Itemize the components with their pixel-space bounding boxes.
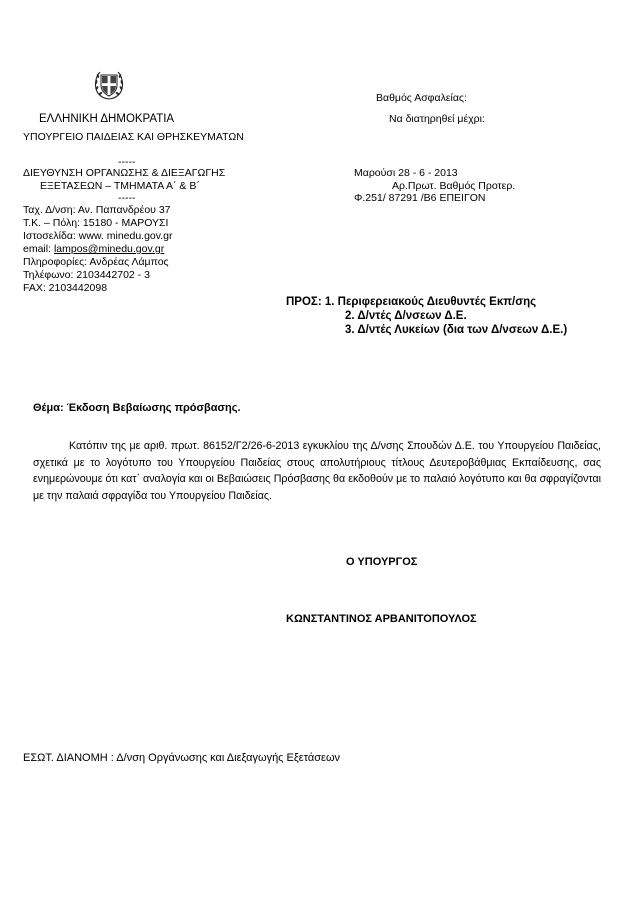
info-contact: Πληροφορίες: Ανδρέας Λάμπος [23, 256, 169, 268]
greek-emblem-icon [92, 68, 126, 102]
security-level: Βαθμός Ασφαλείας: [376, 92, 467, 104]
recipients-label: ΠΡΟΣ [286, 296, 318, 308]
separator-bottom: ----- [118, 192, 136, 204]
recipient-3: 3. Δ/ντές Λυκείων (δια των Δ/νσεων Δ.Ε.) [345, 324, 568, 336]
email-label: email: [23, 243, 54, 255]
keep-until: Να διατηρηθεί μέχρι: [389, 113, 485, 125]
recipient-1: : 1. Περιφερειακούς Διευθυντές Εκπ/σης [317, 296, 537, 308]
directorate-line-1: ΔΙΕΥΘΥΝΣΗ ΟΡΓΑΝΩΣΗΣ & ΔΙΕΞΑΓΩΓΗΣ [23, 167, 226, 179]
internal-distribution: ΕΣΩΤ. ΔΙΑΝΟΜΗ : Δ/νση Οργάνωσης και Διεξαγωγής Εξετάσεων [23, 752, 341, 764]
republic-heading: ΕΛΛΗΝΙΚΗ ΔΗΜΟΚΡΑΤΙΑ [39, 113, 175, 125]
email-line [23, 243, 164, 256]
fax: FAX: 2103442098 [23, 282, 108, 294]
place-date: Μαρούσι 28 - 6 - 2013 [354, 167, 458, 179]
ministry-name: ΥΠΟΥΡΓΕΙΟ ΠΑΙΔΕΙΑΣ ΚΑΙ ΘΡΗΣΚΕΥΜΑΤΩΝ [23, 131, 244, 143]
signature-name: ΚΩΝΣΤΑΝΤΙΝΟΣ ΑΡΒΑΝΙΤΟΠΟΥΛΟΣ [286, 613, 477, 625]
email-link[interactable]: lampos@minedu.gov.gr [53, 243, 165, 255]
recipients-line-1 [286, 296, 536, 309]
separator-top: ----- [118, 156, 136, 168]
phone: Τηλέφωνο: 2103442702 - 3 [23, 269, 150, 281]
signature-title: Ο ΥΠΟΥΡΓΟΣ [346, 556, 418, 568]
subject: Θέμα: Έκδοση Βεβαίωσης πρόσβασης. [33, 402, 241, 414]
postal-address: Ταχ. Δ/νση: Αν. Παπανδρέου 37 [23, 204, 171, 216]
directorate-line-2: ΕΞΕΤΑΣΕΩΝ – ΤΜΗΜΑΤΑ Α΄ & Β΄ [40, 180, 200, 192]
protocol-number: Φ.251/ 87291 /Β6 ΕΠΕΙΓΟΝ [354, 192, 486, 204]
body-paragraph: Κατόπιν της με αριθ. πρωτ. 86152/Γ2/26-6-2013 εγκυκλίου της Δ/νσης Σπουδών Δ.Ε. του Υπουργείου Παιδείας, σχετικά με το λογότυπο του Υπουργείου Παιδείας στους απολυτήριους τίτλους Δευτεροβάθμιας Εκπαίδευσης, σας ενημερώνουμε ότι κατ΄ αναλογία και οι Βεβαιώσεις Πρόσβασης θα εκδοθούν με το παλαιό λογότυπο και θα σφραγίζονται με την παλαιά σφραγίδα του Υπουργείου Παιδείας. [33, 440, 601, 502]
recipient-2: 2. Δ/ντές Δ/νσεων Δ.Ε. [345, 310, 467, 322]
postal-code: Τ.Κ. – Πόλη: 15180 - ΜΑΡΟΥΣΙ [23, 217, 169, 229]
website: Ιστοσελίδα: www. minedu.gov.gr [23, 230, 173, 242]
protocol-labels: Αρ.Πρωτ. Βαθμός Προτερ. [392, 180, 516, 192]
